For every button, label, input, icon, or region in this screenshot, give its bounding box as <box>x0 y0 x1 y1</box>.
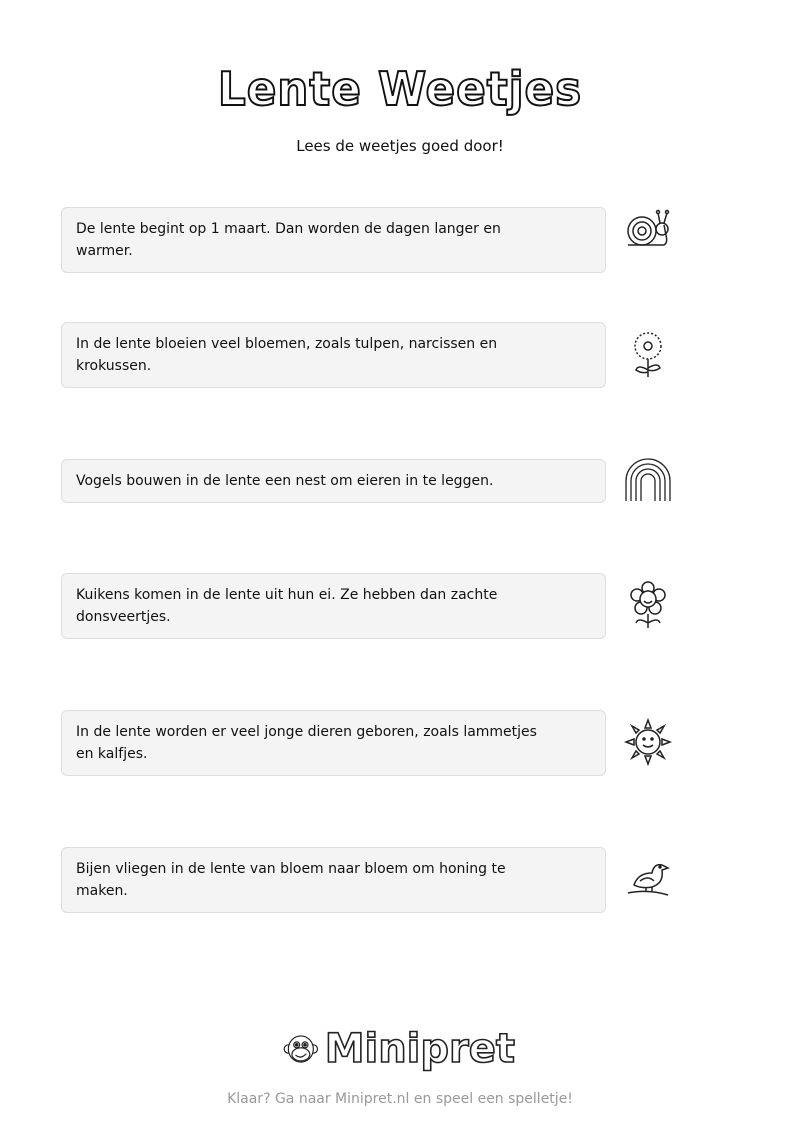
smiling-flower-icon <box>624 581 672 629</box>
monkey-icon <box>283 1023 319 1075</box>
fact-text: In de lente bloeien veel bloemen, zoals tulpen, narcissen en krokussen. <box>76 336 498 374</box>
fact-text: Kuikens komen in de lente uit hun ei. Ze hebben dan zachte donsveertjes. <box>76 587 498 625</box>
footer-text: Klaar? Ga naar Minipret.nl en speel een spelletje! <box>227 1091 573 1107</box>
rainbow-icon <box>624 457 672 505</box>
minipret-logo <box>283 1020 515 1078</box>
logo-text: Minipret <box>324 1026 515 1072</box>
sun-icon <box>624 718 672 766</box>
fact-box <box>61 847 606 913</box>
page-title: Lente Weetjes <box>217 62 583 116</box>
fact-box <box>61 573 606 639</box>
fact-text: Vogels bouwen in de lente een nest om eieren in te leggen. <box>76 473 494 489</box>
fact-box <box>61 710 606 776</box>
fact-box <box>61 207 606 273</box>
fact-text: De lente begint op 1 maart. Dan worden de dagen langer en warmer. <box>76 221 501 259</box>
page-subtitle: Lees de weetjes goed door! <box>296 137 504 155</box>
fact-text: Bijen vliegen in de lente van bloem naar bloem om honing te maken. <box>76 861 506 899</box>
bird-icon <box>624 855 672 903</box>
fact-text: In de lente worden er veel jonge dieren geboren, zoals lammetjes en kalfjes. <box>76 724 537 762</box>
fact-box <box>61 459 606 503</box>
fact-box <box>61 322 606 388</box>
snail-icon <box>624 205 672 253</box>
dandelion-flower-icon <box>624 330 672 378</box>
